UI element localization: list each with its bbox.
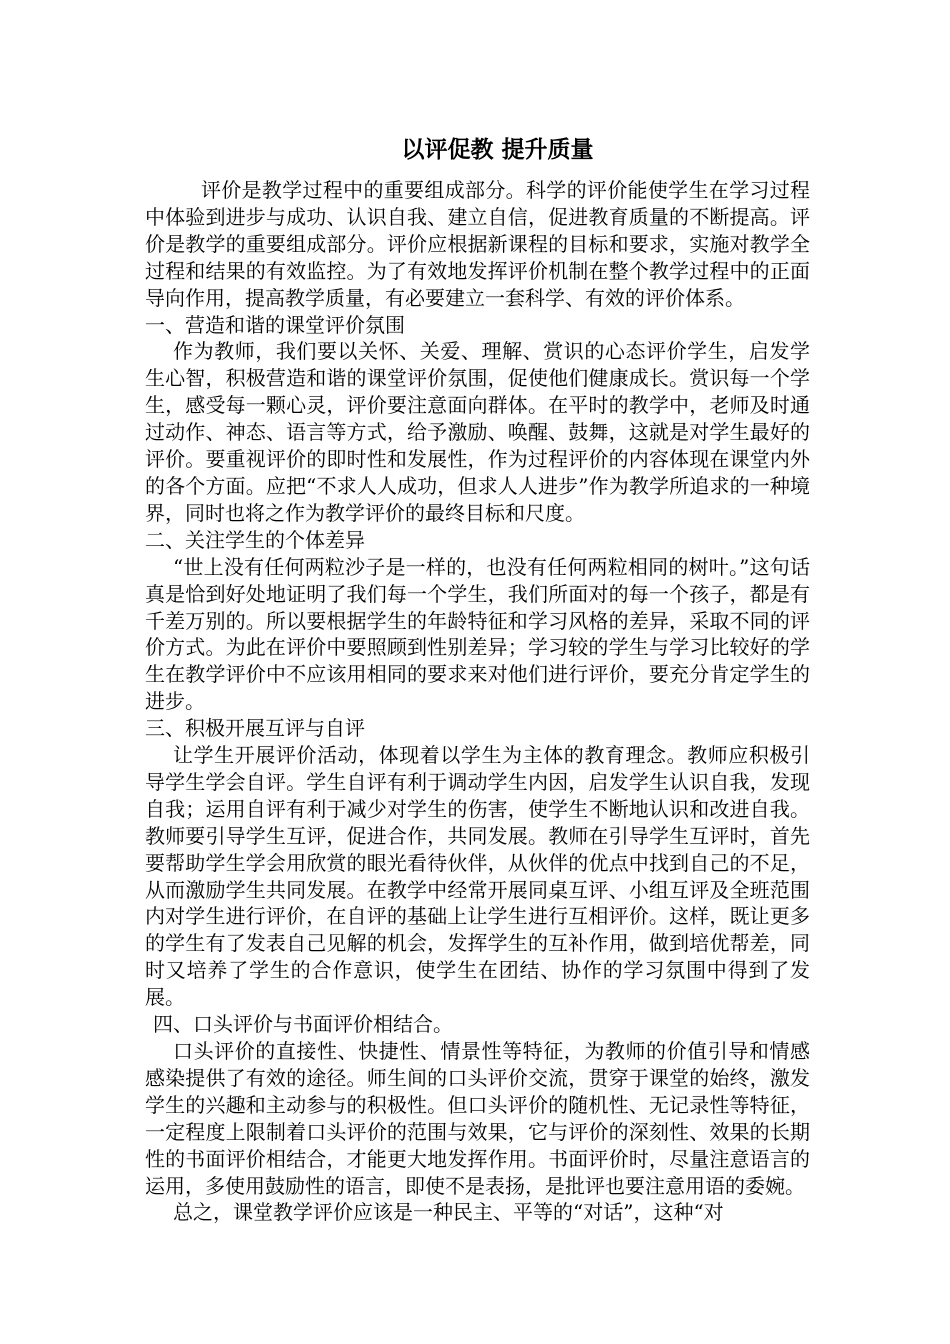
section-body-2: “世上没有任何两粒沙子是一样的，也没有任何两粒相同的树叶。”这句话真是恰到好处地证明了我们每一个学生，我们所面对的每一个孩子，都是有千差万别的。所以要根据学生的年龄特征和学习风格的差异，采取不同的评价方式。为此在评价中要照顾到性别差异；学习较的学生与学习比较好的学生在教学评价中不应该用相同的要求来对他们进行评价，要充分肯定学生的进步。 xyxy=(145,554,810,714)
section-body-1: 作为教师，我们要以关怀、关爱、理解、赏识的心态评价学生，启发学生心智，积极营造和谐的课堂评价氛围，促使他们健康成长。赏识每一个学生，感受每一颗心灵，评价要注意面向群体。在平时的教学中，老师及时通过动作、神态、语言等方式，给予激励、唤醒、鼓舞，这就是对学生最好的评价。要重视评价的即时性和发展性，作为过程评价的内容体现在课堂内外的各个方面。应把“不求人人成功，但求人人进步”作为教学所追求的一种境界，同时也将之作为教学评价的最终目标和尺度。 xyxy=(145,339,810,525)
conclusion-paragraph: 总之，课堂教学评价应该是一种民主、平等的“对话”，这种“对 xyxy=(173,1200,724,1225)
intro-paragraph: 评价是教学过程中的重要组成部分。科学的评价能使学生在学习过程中体验到进步与成功、认识自我、建立自信，促进教育质量的不断提高。评价是教学的重要组成部分。评价应根据新课程的目标和要求，实施对教学全过程和结果的有效监控。为了有效地发挥评价机制在整个教学过程中的正面导向作用，提高教学质量，有必要建立一套科学、有效的评价体系。 xyxy=(145,178,810,310)
section-heading-2: 二、关注学生的个体差异 xyxy=(145,527,365,552)
section-body-3: 让学生开展评价活动，体现着以学生为主体的教育理念。教师应积极引导学生学会自评。学生自评有利于调动学生内因，启发学生认识自我，发现自我；运用自评有利于减少对学生的伤害，使学生不断地认识和改进自我。教师要引导学生互评，促进合作，共同发展。教师在引导学生互评时，首先要帮助学生学会用欣赏的眼光看待伙伴，从伙伴的优点中找到自己的不足，从而激励学生共同发展。在教学中经常开展同桌互评、小组互评及全班范围内对学生进行评价，在自评的基础上让学生进行互相评价。这样，既让更多的学生有了发表自己见解的机会，发挥学生的互补作用，做到培优帮差，同时又培养了学生的合作意识，使学生在团结、协作的学习氛围中得到了发展。 xyxy=(145,743,810,1010)
section-heading-3: 三、积极开展互评与自评 xyxy=(145,716,365,741)
section-heading-1: 一、营造和谐的课堂评价氛围 xyxy=(145,312,405,337)
section-body-4: 口头评价的直接性、快捷性、情景性等特征，为教师的价值引导和情感感染提供了有效的途径。师生间的口头评价交流，贯穿于课堂的始终，激发学生的兴趣和主动参与的积极性。但口头评价的随机性、无记录性等特征，一定程度上限制着口头评价的范围与效果，它与评价的深刻性、效果的长期性的书面评价相结合，才能更大地发挥作用。书面评价时，尽量注意语言的运用，多使用鼓励性的语言，即使不是表扬，是批评也要注意用语的委婉。 xyxy=(145,1039,810,1198)
document-page xyxy=(145,135,810,1226)
page-title: 以评促教 提升质量 xyxy=(401,136,594,163)
section-heading-4: 四、口头评价与书面评价相结合。 xyxy=(153,1012,453,1037)
